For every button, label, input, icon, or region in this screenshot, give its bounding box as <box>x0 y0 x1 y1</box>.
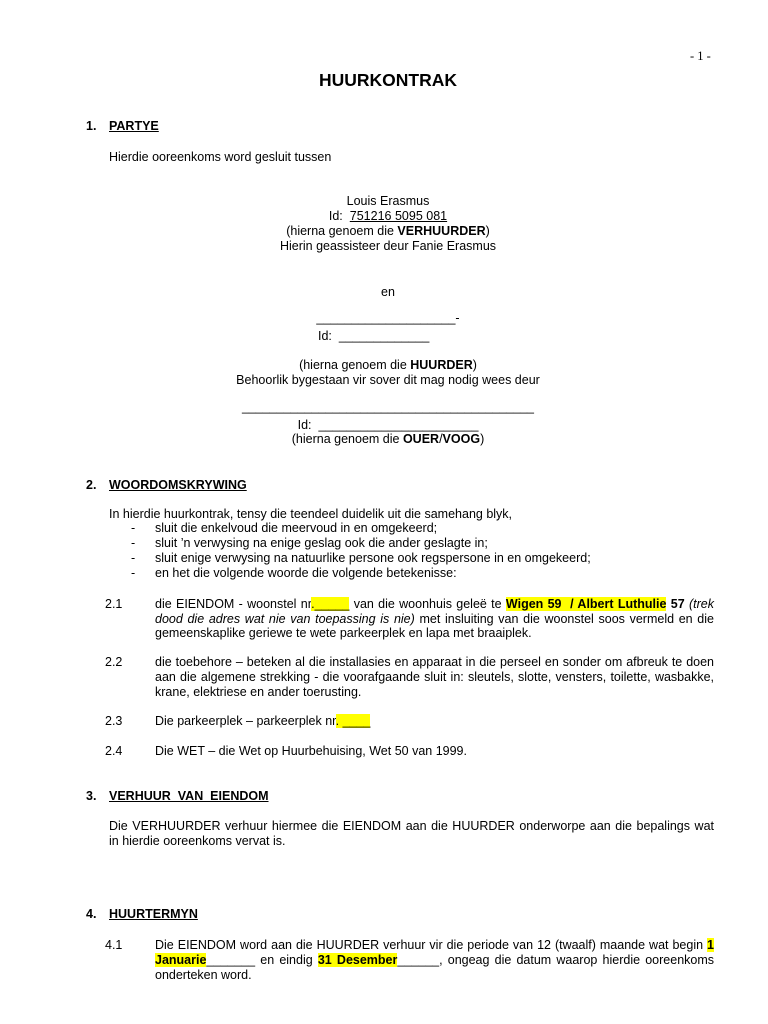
page-number: - 1 - <box>690 49 711 63</box>
clause-4-1-line-2 <box>155 953 714 968</box>
address-instruction: dood die adres wat nie van toepassing is nie) <box>155 612 415 626</box>
clause-text: _______ en eindig <box>206 953 318 967</box>
bullet-marker: - <box>131 536 136 550</box>
lessor-designation <box>62 224 714 239</box>
section-4-number: 4. <box>86 907 97 921</box>
section-3-heading: VERHUUR VAN EIENDOM <box>109 789 269 803</box>
lessee-id-blank: _____________ <box>338 329 430 343</box>
start-date-month: Januarie <box>155 953 207 967</box>
parking-number-blank: . ____ <box>335 714 371 728</box>
definition-2-2-number: 2.2 <box>105 655 123 669</box>
definition-2-2-line-1: die toebehore – beteken al die installasies en apparaat in die perseel en sonder om afbreuk te doen <box>155 655 714 669</box>
definition-2-2-line-3: krane, elektriese en ander toerusting. <box>155 685 362 699</box>
definition-2-4-number: 2.4 <box>105 744 123 758</box>
bullet-marker: - <box>131 566 136 580</box>
definition-2-3-number: 2.3 <box>105 714 123 728</box>
address-number: 57 <box>666 597 685 611</box>
lessor-designation-open: (hierna genoem die <box>286 224 398 238</box>
clause-4-1-number: 4.1 <box>105 938 123 952</box>
guardian-id-blank: _______________________ <box>318 418 479 432</box>
clause-4-1-line-3: onderteken word. <box>155 968 252 982</box>
definition-2-1-line-1 <box>155 597 714 612</box>
lessee-designation-close: ) <box>472 358 477 372</box>
section-2-intro: In hierdie huurkontrak, tensy die teendeel duidelik uit die samehang blyk, <box>109 507 513 521</box>
definition-2-4-line-1: Die WET – die Wet op Huurbehuising, Wet 50 van 1999. <box>155 744 467 758</box>
bullet-marker: - <box>131 521 136 535</box>
clause-text: Die EIENDOM word aan die HUURDER verhuur vir die periode van 12 (twaalf) maande wat begin <box>155 938 708 952</box>
clause-text: ______, ongeag die datum waarop hierdie ooreenkoms <box>397 953 715 967</box>
guardian-designation-separator: / <box>439 432 443 446</box>
lessor-assisted-by: Hierin geassisteer deur Fanie Erasmus <box>279 239 497 253</box>
end-date: 31 Desember <box>317 953 398 967</box>
section-2-heading: WOORDOMSKRYWING <box>109 478 247 492</box>
lessee-name-blank: ____________________- <box>316 311 460 325</box>
lessor-id-line <box>62 209 714 224</box>
clause-4-1-line-1 <box>155 938 714 953</box>
definition-text: van die woonhuis geleë te <box>349 597 506 611</box>
definition-text: die EIENDOM - woonstel nr <box>155 597 312 611</box>
definition-2-2-line-2: aan die algemene strekking - die voorafgaande sluit in: sleutels, slotte, vensters, toilette, wasbakke, <box>155 670 714 684</box>
section-4-heading: HUURTERMYN <box>109 907 198 921</box>
address-options-highlight: Wigen 59 / Albert Luthulie <box>505 597 667 611</box>
start-date-day: 1 <box>707 938 714 952</box>
guardian-name-blank: __________________________________________ <box>242 400 534 414</box>
lessee-designation-term: HUURDER <box>410 358 473 372</box>
section-1-intro: Hierdie ooreenkoms word gesluit tussen <box>109 150 332 164</box>
section-3-number: 3. <box>86 789 97 803</box>
lessee-designation-open: (hierna genoem die <box>299 358 411 372</box>
bullet-item: sluit ’n verwysing na enige geslag ook die ander geslagte in; <box>155 536 488 550</box>
section-1-number: 1. <box>86 119 97 133</box>
flat-number-blank: ._____ <box>311 597 350 611</box>
definition-2-1-number: 2.1 <box>105 597 123 611</box>
lessee-id-label: Id: <box>318 329 332 343</box>
guardian-designation-open: (hierna genoem die <box>291 432 403 446</box>
guardian-id-label: Id: <box>297 418 312 432</box>
guardian-designation-guardian: VOOG <box>442 432 481 446</box>
section-3-line-2: in hierdie ooreenkoms vervat is. <box>109 834 286 848</box>
parties-conjunction: en <box>381 285 395 299</box>
definition-2-1-line-2 <box>155 612 714 627</box>
guardian-id-line <box>62 418 714 433</box>
definition-2-3-line-1 <box>155 714 370 729</box>
section-2-number: 2. <box>86 478 97 492</box>
address-instruction: (trek <box>684 597 714 611</box>
bullet-item: sluit die enkelvoud die meervoud in en omgekeerd; <box>155 521 438 535</box>
lessor-designation-close: ) <box>485 224 490 238</box>
definition-2-1-line-3: gemeenskaplike geriewe te wete parkeerplek en lapa met braaiplek. <box>155 626 532 640</box>
lessor-designation-term: VERHUURDER <box>397 224 486 238</box>
document-title: HUURKONTRAK <box>318 70 458 90</box>
guardian-designation-close: ) <box>480 432 485 446</box>
guardian-designation-parent: OUER <box>402 432 440 446</box>
definition-text: met insluiting van die woonstel soos vermeld en die <box>414 612 714 626</box>
section-1-heading: PARTYE <box>109 119 159 133</box>
definition-text: Die parkeerplek – parkeerplek nr <box>155 714 336 728</box>
lessee-designation <box>62 358 714 373</box>
section-3-line-1: Die VERHUURDER verhuur hiermee die EIENDOM aan die HUURDER onderworpe aan die bepalings wat <box>109 819 714 833</box>
lessee-id-line <box>318 329 429 344</box>
lessor-name: Louis Erasmus <box>346 194 430 208</box>
bullet-marker: - <box>131 551 136 565</box>
lessor-id-label: Id: <box>328 209 343 223</box>
guardian-designation <box>62 432 714 447</box>
lessor-id-value: 751216 5095 081 <box>349 209 448 223</box>
lessee-assistance-note: Behoorlik bygestaan vir sover dit mag nodig wees deur <box>236 373 540 387</box>
bullet-item: sluit enige verwysing na natuurlike persone ook regspersone in en omgekeerd; <box>155 551 591 565</box>
bullet-item: en het die volgende woorde die volgende betekenisse: <box>155 566 457 580</box>
